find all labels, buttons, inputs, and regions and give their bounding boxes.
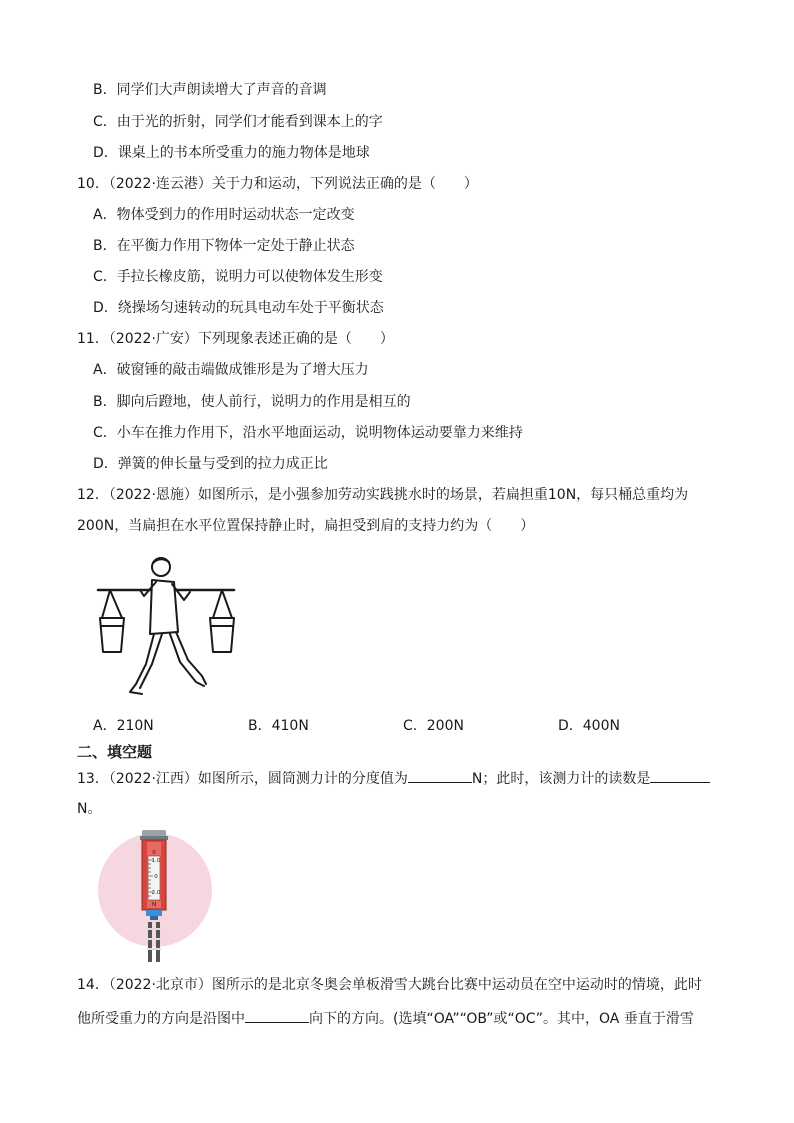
q10-option-c: C．手拉长橡皮筋，说明力可以使物体发生形变 [93, 269, 383, 285]
q14-line2-part1: 他所受重力的方向是沿图中 [77, 1011, 245, 1027]
q11-option-a: A．破窗锤的敲击端做成锥形是为了增大压力 [93, 362, 369, 378]
q12-choice-d: D．400N [558, 718, 620, 734]
q9-option-b: B．同学们大声朗读增大了声音的音调 [93, 82, 327, 98]
q14-blank[interactable] [245, 1008, 309, 1023]
q11-option-d: D．弹簧的伸长量与受到的拉力成正比 [93, 456, 328, 472]
q13-stem-part2: N；此时，该测力计的读数是 [471, 771, 651, 787]
scale-label-0: 0 [152, 850, 156, 856]
q14-line1: 14．（2022·北京市）图所示的是北京冬奥会单板滑雪大跳台比赛中运动员在空中运动时的情境，此时 [77, 977, 702, 993]
water-carrier-figure [92, 552, 240, 702]
q10-stem: 10．（2022·连云港）关于力和运动，下列说法正确的是（ ） [77, 176, 478, 192]
q10-option-b: B．在平衡力作用下物体一定处于静止状态 [93, 238, 355, 254]
spring-scale-figure [98, 826, 214, 966]
q12-stem-line2: 200N，当扁担在水平位置保持静止时，扁担受到肩的支持力约为（ ） [77, 518, 535, 534]
q10-option-a: A．物体受到力的作用时运动状态一定改变 [93, 207, 355, 223]
section-heading-fill-in: 二、填空题 [77, 743, 153, 761]
q12-choice-a: A．210N [93, 718, 154, 734]
q11-stem: 11．（2022·广安）下列现象表述正确的是（ ） [77, 331, 394, 347]
q9-option-c: C．由于光的折射，同学们才能看到课本上的字 [93, 114, 383, 130]
scale-label-2: 0 [154, 874, 158, 880]
scale-label-3: 2.0 [151, 890, 161, 896]
q13-blank-2[interactable] [650, 768, 710, 783]
q11-option-b: B．脚向后蹬地，使人前行，说明力的作用是相互的 [93, 394, 411, 410]
q12-choice-b: B．410N [248, 718, 309, 734]
q14-line2 [77, 1008, 694, 1029]
q13-stem-line2: N。 [77, 801, 102, 817]
q13-blank-1[interactable] [408, 768, 472, 783]
q12-stem-line1: 12．（2022·恩施）如图所示，是小强参加劳动实践挑水时的场景，若扁担重10N，每只桶总重均为 [77, 487, 689, 503]
scale-label-1: 1.0 [151, 858, 161, 864]
q9-option-d: D．课桌上的书本所受重力的施力物体是地球 [93, 145, 370, 161]
q11-option-c: C．小车在推力作用下，沿水平地面运动，说明物体运动要靠力来维持 [93, 425, 523, 441]
q13-stem-part1: 13．（2022·江西）如图所示，圆筒测力计的分度值为 [77, 771, 408, 787]
q10-option-d: D．绕操场匀速转动的玩具电动车处于平衡状态 [93, 300, 384, 316]
q13-stem-line1 [77, 768, 710, 789]
scale-label-4: N [151, 902, 157, 908]
q14-line2-part2: 向下的方向。(选填“OA”“OB”或“OC”。其中，OA 垂直于滑雪 [309, 1011, 694, 1027]
q12-choice-c: C．200N [403, 718, 464, 734]
